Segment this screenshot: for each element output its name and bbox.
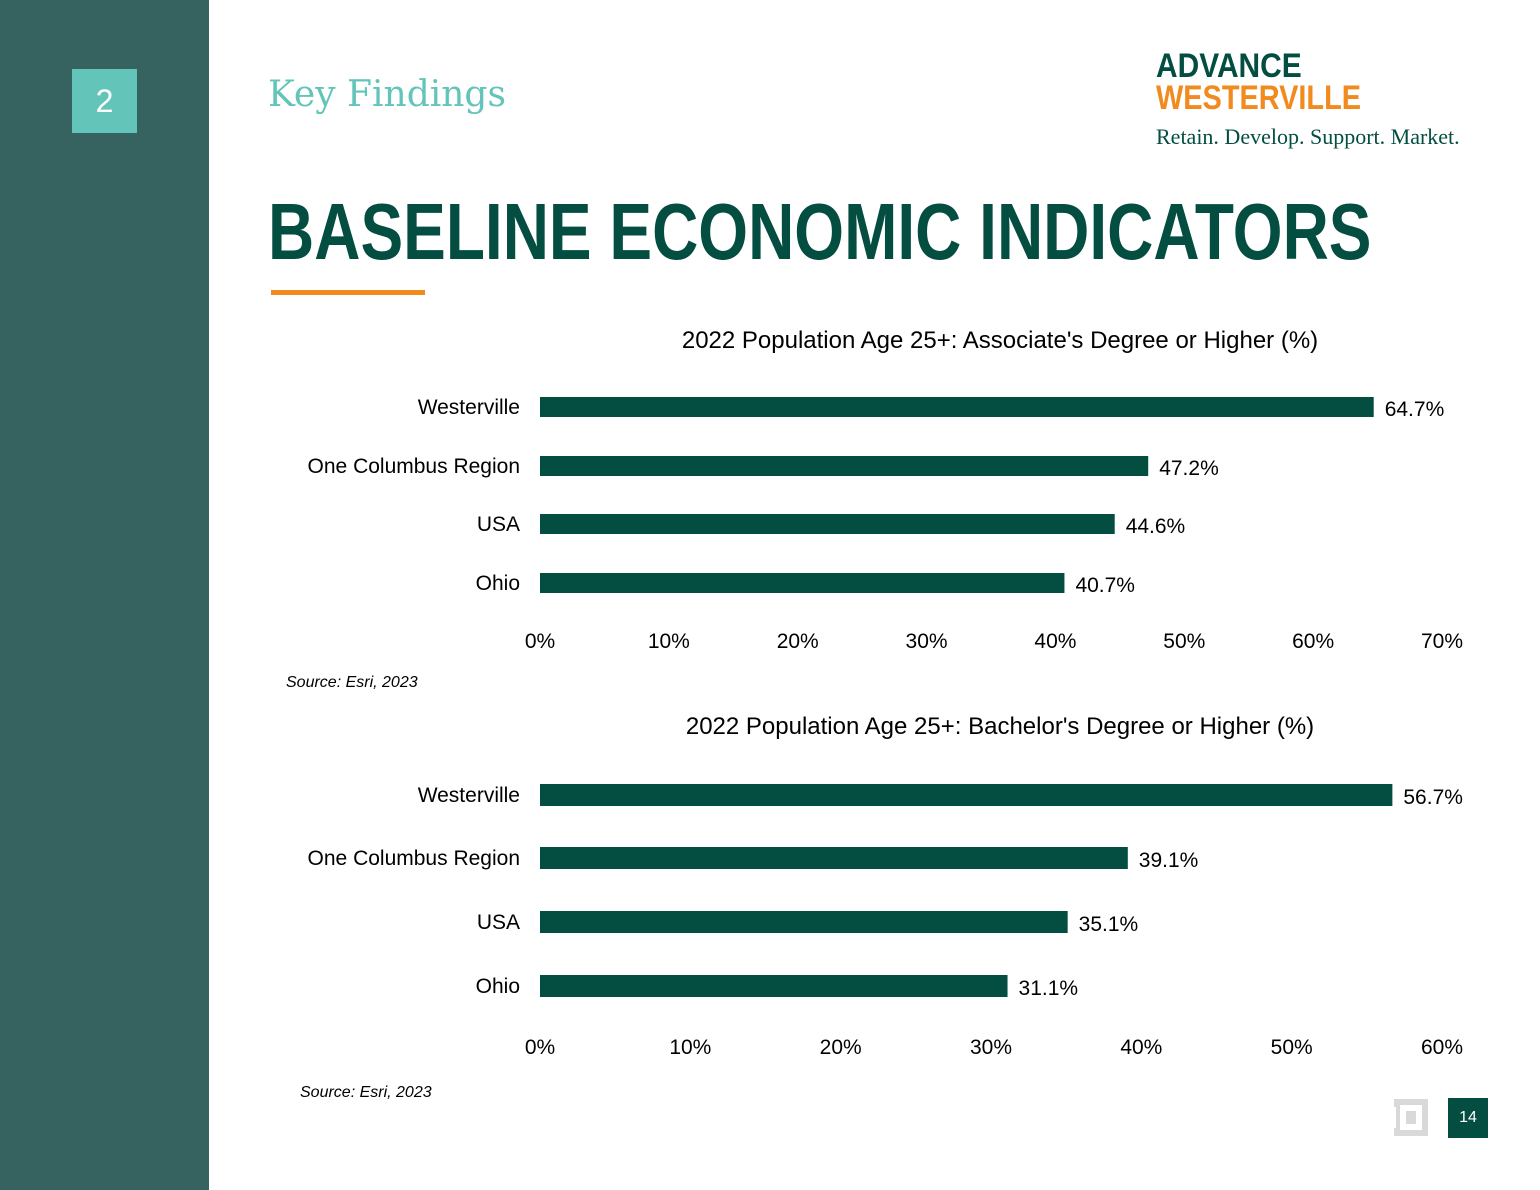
tick-label: 40%: [1034, 630, 1077, 653]
tick-label: 30%: [969, 1036, 1013, 1059]
tick-label: 0%: [524, 1036, 556, 1059]
page-number-badge: [1448, 1098, 1488, 1138]
data-label: 39.1%: [1138, 849, 1199, 872]
category-label: One Columbus Region: [307, 847, 520, 870]
tick-label: 60%: [1420, 1036, 1464, 1059]
tick-label: 10%: [669, 1036, 712, 1059]
tick-label: 70%: [1420, 630, 1464, 653]
section-number-badge: [72, 69, 137, 133]
section-name: Key Findings: [268, 74, 506, 115]
chart-source-1: Source: Esri, 2023: [286, 674, 418, 691]
logo-tagline: Retain. Develop. Support. Market.: [1156, 124, 1460, 149]
bar: [540, 397, 1374, 417]
data-label: 35.1%: [1078, 913, 1139, 936]
data-label: 31.1%: [1018, 977, 1079, 1000]
tick-label: 10%: [647, 630, 690, 653]
chart-source-2: Source: Esri, 2023: [300, 1084, 432, 1101]
bachelors-degree-chart: [230, 700, 1520, 1070]
bracket-logo-icon: [1390, 1097, 1431, 1138]
bar: [540, 911, 1068, 933]
bar: [540, 573, 1064, 593]
bar: [540, 847, 1128, 869]
tick-label: 0%: [524, 630, 556, 653]
page-number: 14: [1459, 1109, 1477, 1126]
bar: [540, 456, 1148, 476]
tick-label: 40%: [1120, 1036, 1163, 1059]
tick-label: 20%: [776, 630, 819, 653]
category-label: Ohio: [475, 572, 520, 595]
data-label: 64.7%: [1384, 398, 1445, 421]
sidebar: [0, 0, 209, 1190]
tick-label: 60%: [1292, 630, 1335, 653]
category-label: USA: [476, 911, 520, 934]
chart-title: 2022 Population Age 25+: Associate's Degree or Higher (%): [681, 327, 1319, 354]
data-label: 47.2%: [1159, 457, 1219, 480]
tick-label: 50%: [1270, 1036, 1313, 1059]
data-label: 56.7%: [1403, 786, 1463, 809]
data-label: 40.7%: [1075, 574, 1135, 597]
category-label: One Columbus Region: [307, 455, 520, 478]
category-label: Westerville: [417, 784, 520, 807]
category-label: USA: [476, 513, 520, 536]
bachelors-degree-chart-svg: [230, 700, 1520, 1070]
bar: [540, 784, 1392, 806]
data-label: 44.6%: [1125, 515, 1186, 538]
logo-line-advance: ADVANCE: [1156, 47, 1302, 85]
tick-label: 30%: [905, 630, 948, 653]
chart-title: 2022 Population Age 25+: Bachelor's Degree or Higher (%): [685, 713, 1315, 740]
tick-label: 20%: [819, 1036, 862, 1059]
tick-label: 50%: [1163, 630, 1206, 653]
section-number: 2: [95, 82, 114, 119]
title-underline: [271, 290, 425, 295]
associates-degree-chart-svg: [230, 310, 1520, 670]
bar: [540, 975, 1008, 997]
category-label: Westerville: [417, 396, 520, 419]
associates-degree-chart: [230, 310, 1520, 670]
category-label: Ohio: [475, 975, 520, 998]
logo-line-westerville: WESTERVILLE: [1156, 79, 1361, 117]
page-title: BASELINE ECONOMIC INDICATORS: [268, 187, 1372, 276]
bar: [540, 514, 1115, 534]
